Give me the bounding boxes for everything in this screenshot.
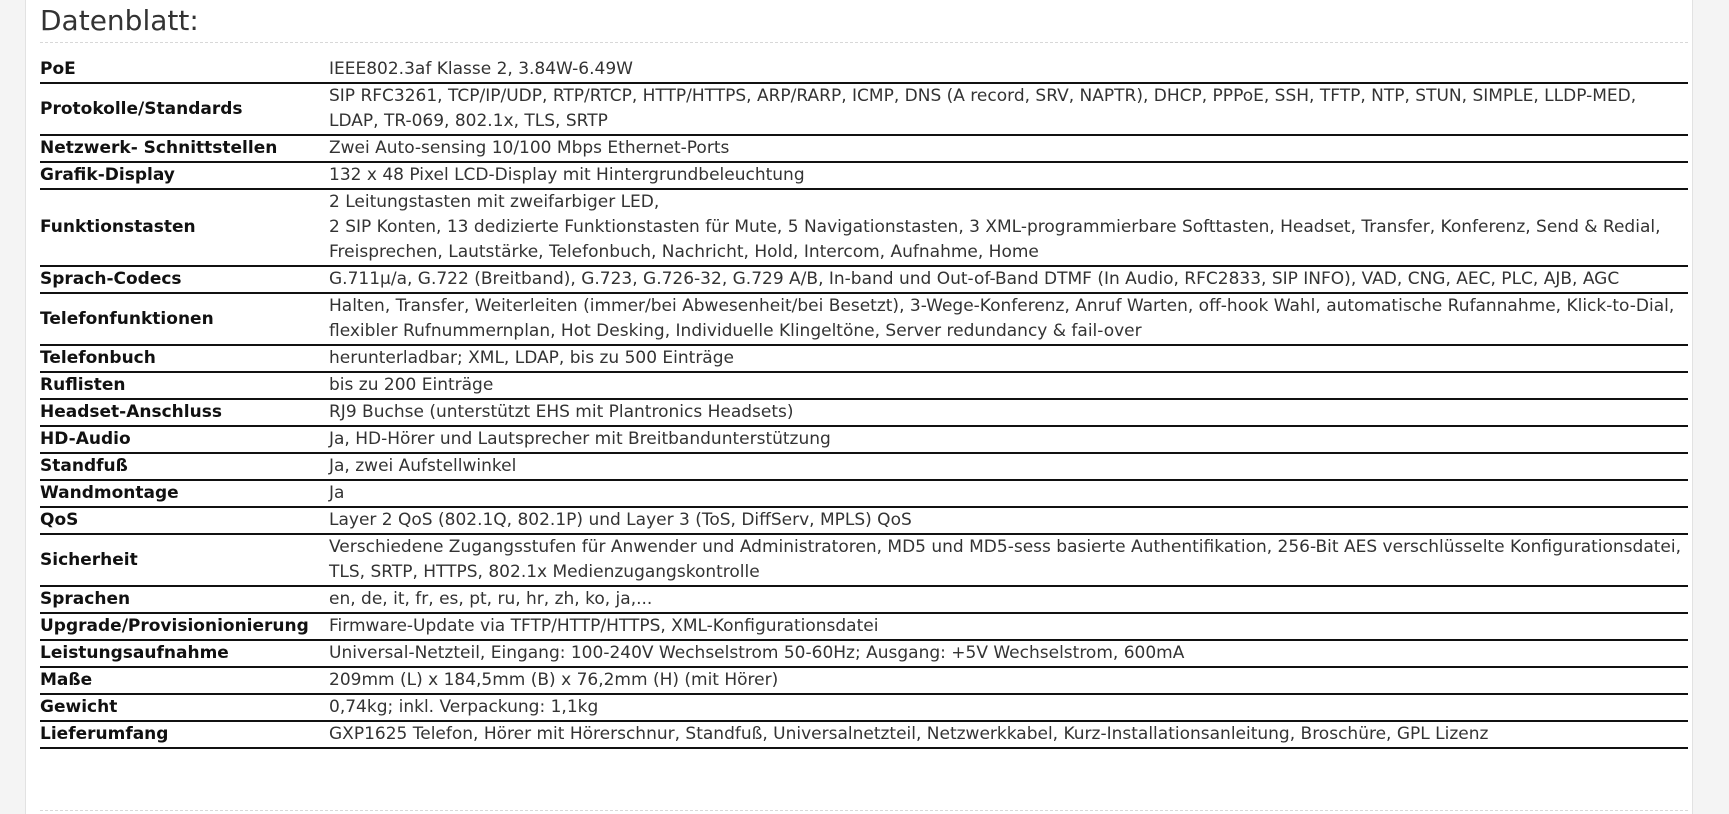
spec-row-ruflisten xyxy=(40,372,1688,399)
spec-value: herunterladbar; XML, LDAP, bis zu 500 Einträge xyxy=(329,348,734,368)
spec-key: Lieferumfang xyxy=(40,724,169,744)
spec-value: 209mm (L) x 184,5mm (B) x 76,2mm (H) (mit Hörer) xyxy=(329,670,779,690)
spec-value: RJ9 Buchse (unterstützt EHS mit Plantronics Headsets) xyxy=(329,402,794,422)
spec-key: Netzwerk- Schnittstellen xyxy=(40,138,278,158)
spec-value: Zwei Auto-sensing 10/100 Mbps Ethernet-Ports xyxy=(329,138,730,158)
spec-row-funktionstasten xyxy=(40,189,1688,266)
right-page-margin xyxy=(1692,0,1729,814)
spec-row-leistungsaufnahme xyxy=(40,640,1688,667)
spec-value: en, de, it, fr, es, pt, ru, hr, zh, ko, ja,... xyxy=(329,589,653,609)
spec-key: Headset-Anschluss xyxy=(40,402,222,422)
spec-value: Universal-Netzteil, Eingang: 100-240V Wechselstrom 50-60Hz; Ausgang: +5V Wechselstrom, 600mA xyxy=(329,643,1185,663)
spec-value: G.711µ/a, G.722 (Breitband), G.723, G.726-32, G.729 A/B, In-band und Out-of-Band DTMF (In Audio, RFC2833, SIP INFO), VAD, CNG, AEC, PLC, AJB, AGC xyxy=(329,269,1620,289)
spec-key: Ruflisten xyxy=(40,375,126,395)
spec-row-sicherheit xyxy=(40,534,1688,586)
spec-value: bis zu 200 Einträge xyxy=(329,375,494,395)
spec-row-wandmontage xyxy=(40,480,1688,507)
spec-row-telefonfunktionen xyxy=(40,293,1688,345)
spec-table xyxy=(40,57,1688,749)
spec-key: Gewicht xyxy=(40,697,118,717)
spec-key: Sprachen xyxy=(40,589,131,609)
spec-row-sprachen xyxy=(40,586,1688,613)
spec-value: SIP RFC3261, TCP/IP/UDP, RTP/RTCP, HTTP/HTTPS, ARP/RARP, ICMP, DNS (A record, SRV, NAPTR), DHCP, PPPoE, SSH, TFTP, NTP, STUN, SIMPLE, LLDP-MED, LDAP, TR-069, 802.1x, TLS, SRTP xyxy=(329,86,1637,131)
spec-row-telefonbuch xyxy=(40,345,1688,372)
spec-row-hd-audio xyxy=(40,426,1688,453)
datasheet-section xyxy=(40,0,1688,749)
spec-row-lieferumfang xyxy=(40,721,1688,748)
spec-value: GXP1625 Telefon, Hörer mit Hörerschnur, Standfuß, Universalnetzteil, Netzwerkkabel, Kurz-Installationsanleitung, Broschüre, GPL Lizenz xyxy=(329,724,1489,744)
spec-row-grafik-display xyxy=(40,162,1688,189)
spec-row-qos xyxy=(40,507,1688,534)
spec-row-protokolle xyxy=(40,83,1688,135)
spec-value: Ja, HD-Hörer und Lautsprecher mit Breitbandunterstützung xyxy=(329,429,831,449)
spec-value: Verschiedene Zugangsstufen für Anwender und Administratoren, MD5 und MD5-sess basierte Authentifikation, 256-Bit AES verschlüsselte Konfigurationsdatei, TLS, SRTP, HTTPS, 802.1x Medienzugangskontrolle xyxy=(329,537,1681,582)
spec-key: Sicherheit xyxy=(40,549,138,570)
spec-value: 132 x 48 Pixel LCD-Display mit Hintergrundbeleuchtung xyxy=(329,165,805,185)
spec-key: Telefonfunktionen xyxy=(40,308,214,329)
title-divider xyxy=(40,42,1688,43)
spec-value: Ja, zwei Aufstellwinkel xyxy=(329,456,517,476)
spec-row-standfuss xyxy=(40,453,1688,480)
bottom-divider xyxy=(40,810,1688,811)
spec-key: Protokolle/Standards xyxy=(40,98,243,119)
spec-key: Standfuß xyxy=(40,456,128,476)
spec-row-sprach-codecs xyxy=(40,266,1688,293)
spec-key: Funktionstasten xyxy=(40,217,196,237)
left-page-margin xyxy=(0,0,26,814)
spec-key: PoE xyxy=(40,59,76,79)
spec-key: HD-Audio xyxy=(40,429,131,449)
datasheet-title: Datenblatt: xyxy=(40,4,199,37)
spec-key: QoS xyxy=(40,510,79,530)
spec-value: 0,74kg; inkl. Verpackung: 1,1kg xyxy=(329,697,599,717)
spec-value: IEEE802.3af Klasse 2, 3.84W-6.49W xyxy=(329,59,633,79)
spec-row-upgrade xyxy=(40,613,1688,640)
spec-row-headset-anschluss xyxy=(40,399,1688,426)
spec-key: Upgrade/Provisionionierung xyxy=(40,616,309,636)
spec-key: Telefonbuch xyxy=(40,348,156,368)
spec-value: Layer 2 QoS (802.1Q, 802.1P) und Layer 3 (ToS, DiffServ, MPLS) QoS xyxy=(329,510,912,530)
spec-value: 2 Leitungstasten mit zweifarbiger LED, 2 SIP Konten, 13 dedizierte Funktionstasten für Mute, 5 Navigationstasten, 3 XML-programmierbare Softtasten, Headset, Transfer, Konferenz, Send & Redial, Freisprechen, Lautstärke, Telefonbuch, Nachricht, Hold, Intercom, Aufnahme, Home xyxy=(329,192,1661,262)
spec-row-masse xyxy=(40,667,1688,694)
spec-value: Ja xyxy=(329,483,345,503)
spec-value: Halten, Transfer, Weiterleiten (immer/bei Abwesenheit/bei Besetzt), 3-Wege-Konferenz, Anruf Warten, off-hook Wahl, automatische Rufannahme, Klick-to-Dial, flexibler Rufnummernplan, Hot Desking, Individuelle Klingeltöne, Server redundancy & fail-over xyxy=(329,296,1675,341)
spec-row-gewicht xyxy=(40,694,1688,721)
spec-key: Leistungsaufnahme xyxy=(40,643,229,663)
spec-key: Grafik-Display xyxy=(40,165,175,185)
spec-key: Sprach-Codecs xyxy=(40,269,182,289)
spec-key: Wandmontage xyxy=(40,483,179,503)
spec-row-poe xyxy=(40,57,1688,83)
spec-row-netzwerk xyxy=(40,135,1688,162)
spec-key: Maße xyxy=(40,670,93,690)
spec-value: Firmware-Update via TFTP/HTTP/HTTPS, XML-Konfigurationsdatei xyxy=(329,616,879,636)
